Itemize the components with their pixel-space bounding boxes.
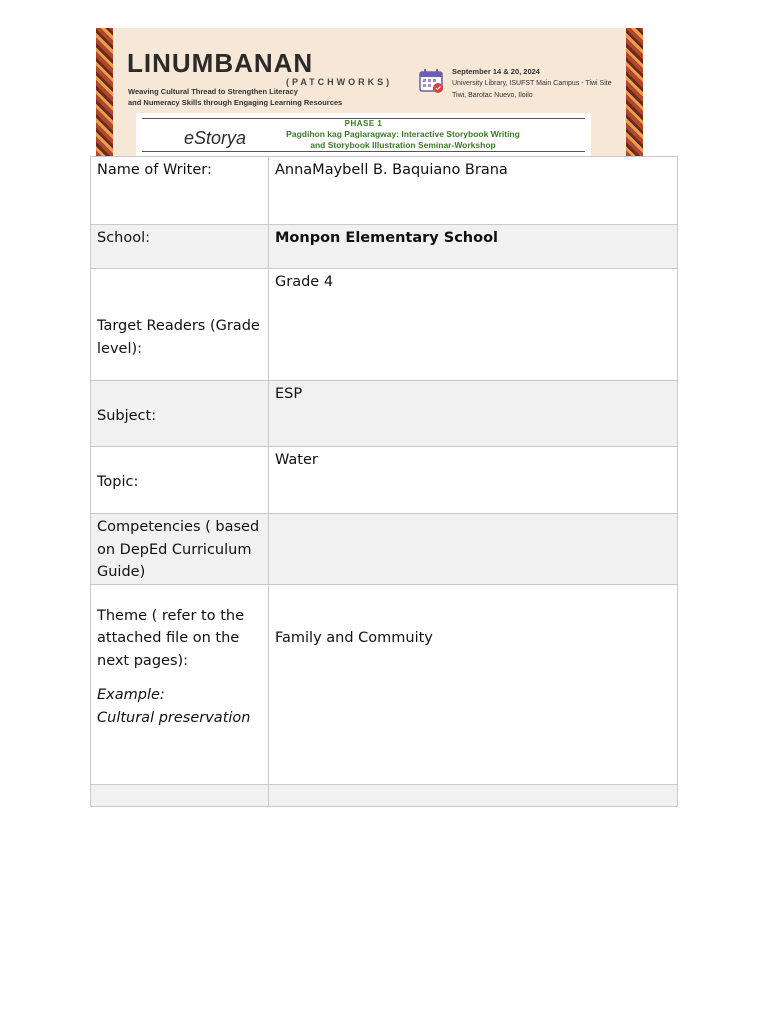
writer-value[interactable]: AnnaMaybell B. Baquiano Brana: [269, 157, 678, 225]
spacer: [97, 672, 262, 684]
target-readers-value[interactable]: Grade 4: [269, 269, 678, 381]
row-target-readers: [91, 269, 678, 381]
school-value[interactable]: Monpon Elementary School: [269, 225, 678, 269]
empty-label: [91, 784, 269, 806]
phase-label: PHASE 1: [344, 119, 383, 128]
row-subject: [91, 381, 678, 447]
calendar-icon: [419, 68, 445, 94]
brand-estorya: eStorya: [184, 128, 247, 148]
theme-label: Theme ( refer to the attached file on the next pages):: [97, 607, 245, 669]
row-competencies: [91, 514, 678, 585]
phase-desc-line-1: Pagdihon kag Paglaragway: Interactive Storybook Writing: [286, 129, 520, 139]
row-school: [91, 225, 678, 269]
row-theme: [91, 584, 678, 784]
subject-value[interactable]: ESP: [269, 381, 678, 447]
topic-value[interactable]: Water: [269, 447, 678, 514]
spacer: [97, 449, 262, 471]
competencies-label: Competencies ( based on DepEd Curriculum Guide): [91, 514, 269, 585]
school-label: School:: [91, 225, 269, 269]
competencies-value[interactable]: [269, 514, 678, 585]
banner-title: LINUMBANAN: [127, 48, 314, 78]
event-venue-line-1: University Library, ISUFST Main Campus - Tiwi Site: [452, 80, 612, 87]
theme-value-cell[interactable]: [269, 584, 678, 784]
topic-label: Topic:: [97, 474, 139, 490]
theme-value: Family and Commuity: [275, 629, 433, 646]
phase-desc-line-2: and Storybook Illustration Seminar-Workshop: [310, 140, 496, 150]
theme-example-label: Example:: [97, 687, 165, 703]
writer-form-table: [90, 156, 678, 807]
phase-description: [258, 129, 548, 151]
event-banner: [96, 28, 643, 156]
event-info: [452, 66, 632, 102]
spacer: [97, 271, 262, 293]
target-readers-label: Target Readers (Grade level):: [97, 318, 260, 357]
theme-label-cell: [91, 584, 269, 784]
divider: [142, 151, 585, 152]
banner-subtitle: (PATCHWORKS): [286, 77, 393, 87]
row-writer: [91, 157, 678, 225]
spacer: [97, 383, 262, 405]
subject-label-cell: [91, 381, 269, 447]
woven-border-left: [96, 28, 113, 156]
tagline-line-2: and Numeracy Skills through Engaging Learning Resources: [128, 98, 343, 107]
row-empty: [91, 784, 678, 806]
writer-label: Name of Writer:: [91, 157, 269, 225]
event-date: September 14 & 20, 2024: [452, 67, 540, 76]
subject-label: Subject:: [97, 408, 157, 424]
phase-box: [136, 113, 591, 156]
target-readers-label-cell: [91, 269, 269, 381]
event-venue-line-2: Tiwi, Barotac Nuevo, Iloilo: [452, 92, 533, 99]
topic-label-cell: [91, 447, 269, 514]
row-topic: [91, 447, 678, 514]
empty-value[interactable]: [269, 784, 678, 806]
theme-example-value: Cultural preservation: [97, 709, 251, 726]
banner-tagline: [128, 86, 418, 108]
tagline-line-1: Weaving Cultural Thread to Strengthen Literacy: [128, 87, 298, 96]
spacer: [97, 293, 262, 315]
